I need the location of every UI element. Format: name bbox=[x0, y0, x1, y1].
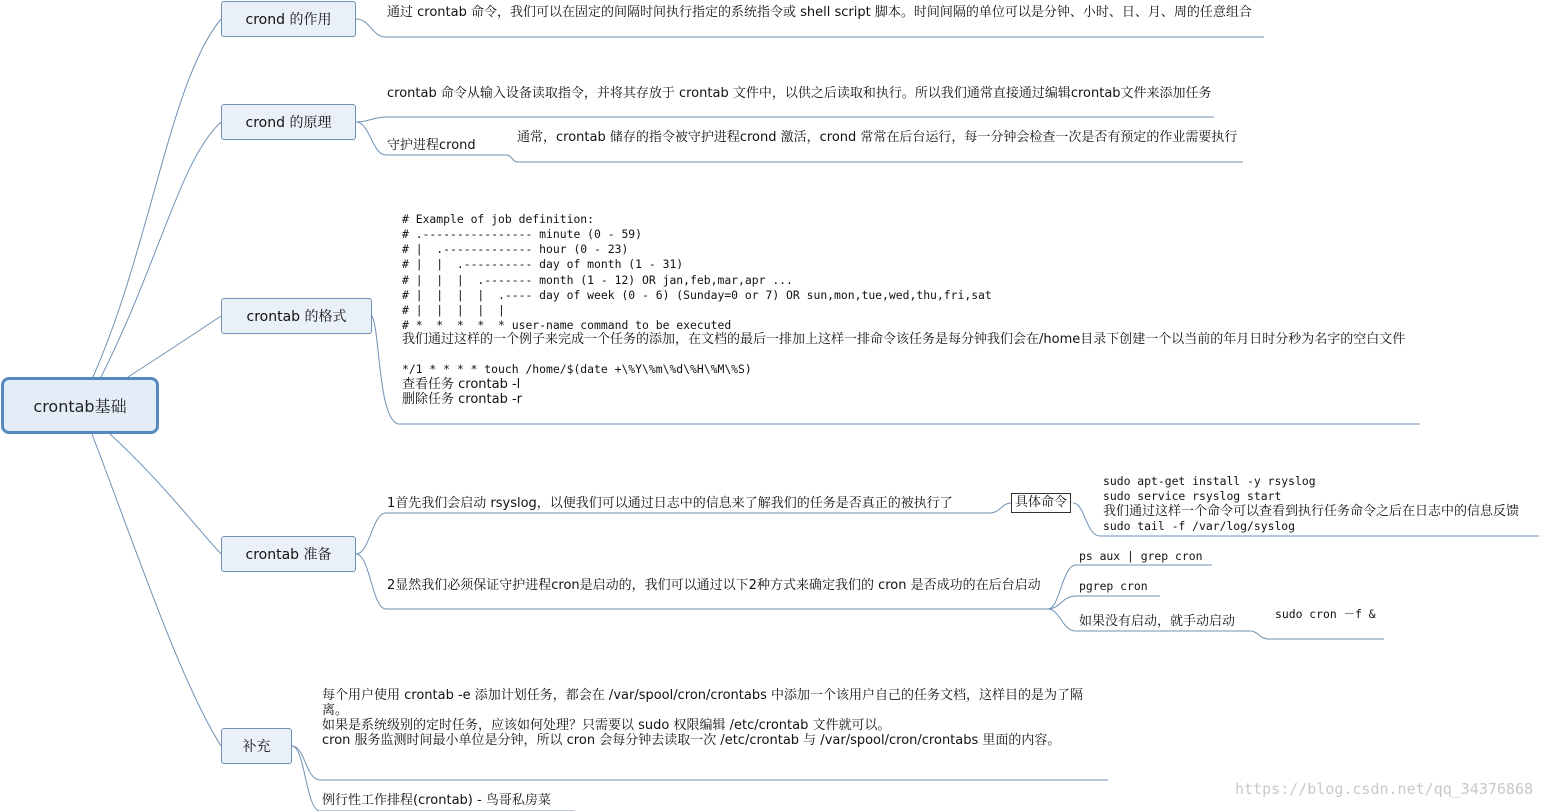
daemon-text: 通常，crontab 储存的指令被守护进程crond 激活，crond 常常在后台运行，每一分钟会检查一次是否有预定的作业需要执行 bbox=[517, 130, 1238, 145]
watermark: https://blog.csdn.net/qq_34376868 bbox=[1234, 780, 1533, 798]
rsyslog-commands bbox=[1103, 474, 1519, 534]
topic-label: crond 的作用 bbox=[245, 12, 332, 28]
topic-label: 补充 bbox=[242, 739, 271, 755]
root-node[interactable] bbox=[1, 377, 159, 434]
crond-purpose-text: 通过 crontab 命令，我们可以在固定的间隔时间执行指定的系统指令或 shell script 脚本。时间间隔的单位可以是分钟、小时、日、月、周的任意组合 bbox=[387, 5, 1252, 20]
supplement-notes bbox=[322, 688, 1102, 748]
daemon-label: 守护进程crond bbox=[387, 138, 476, 153]
step-one-text: 1首先我们会启动 rsyslog，以便我们可以通过日志中的信息来了解我们的任务是否真正的被执行了 bbox=[387, 496, 953, 511]
code-line: # .---------------- minute (0 - 59) bbox=[402, 227, 643, 242]
topic-label: crond 的原理 bbox=[245, 115, 332, 131]
code-line: # * * * * * user-name command to be executed bbox=[402, 318, 732, 333]
root-label: crontab基础 bbox=[33, 397, 127, 416]
topic-crontab-preparation[interactable] bbox=[221, 536, 356, 572]
check-cron-ps: ps aux | grep cron bbox=[1079, 549, 1203, 563]
topic-label: crontab 准备 bbox=[245, 547, 332, 563]
note-item: 每个用户使用 crontab -e 添加计划任务，都会在 /var/spool/cron/crontabs 中添加一个该用户自己的任务文档，这样目的是为了隔离。 bbox=[322, 688, 1084, 718]
check-cron-pgrep: pgrep cron bbox=[1079, 579, 1148, 593]
note-item: 如果是系统级别的定时任务，应该如何处理？只需要以 sudo 权限编辑 /etc/crontab 文件就可以。 bbox=[322, 718, 891, 733]
topic-crond-principle[interactable] bbox=[221, 104, 356, 140]
code-line: # | | | .------- month (1 - 12) OR jan,feb,mar,apr ... bbox=[402, 272, 793, 287]
example-command: */1 * * * * touch /home/$(date +\%Y\%m\%d\%H\%M\%S) bbox=[402, 362, 752, 376]
cron-format-code bbox=[402, 212, 992, 333]
topic-label: crontab 的格式 bbox=[246, 309, 347, 325]
note-item: cron 服务监测时间最小单位是分钟，所以 cron 会每分钟去读取一次 /etc/crontab 与 /var/spool/cron/crontabs 里面的内容。 bbox=[322, 733, 1061, 748]
code-line: # | | .---------- day of month (1 - 31) bbox=[402, 257, 684, 272]
topic-supplement[interactable] bbox=[221, 728, 292, 764]
code-line: # | | | | .---- day of week (0 - 6) (Sunday=0 or 7) OR sun,mon,tue,wed,thu,fri,sat bbox=[402, 287, 992, 302]
topic-crond-purpose[interactable] bbox=[221, 1, 356, 37]
reference-text: 例行性工作排程(crontab) - 鸟哥私房菜 bbox=[322, 793, 551, 808]
start-cron-command: sudo cron －f & bbox=[1275, 607, 1376, 621]
code-line: # | .------------- hour (0 - 23) bbox=[402, 242, 629, 257]
view-tasks-text: 查看任务 crontab -l bbox=[402, 377, 521, 392]
command-line: sudo tail -f /var/log/syslog bbox=[1103, 519, 1296, 534]
crond-principle-text: crontab 命令从输入设备读取指令，并将其存放于 crontab 文件中，以供之后读取和执行。所以我们通常直接通过编辑crontab文件来添加任务 bbox=[387, 86, 1212, 101]
code-line: # Example of job definition: bbox=[402, 212, 595, 226]
command-line: sudo apt-get install -y rsyslog bbox=[1103, 474, 1316, 488]
command-line: 我们通过这样一个命令可以查看到执行任务命令之后在日志中的信息反馈 bbox=[1103, 504, 1520, 520]
delete-tasks-text: 删除任务 crontab -r bbox=[402, 392, 523, 407]
code-line: # | | | | | bbox=[402, 302, 505, 317]
command-line: sudo service rsyslog start bbox=[1103, 489, 1282, 504]
concrete-commands-box[interactable]: 具体命令 bbox=[1011, 493, 1071, 513]
example-description: 我们通过这样的一个例子来完成一个任务的添加，在文档的最后一排加上这样一排命令该任务是每分钟我们会在/home目录下创建一个以当前的年月日时分秒为名字的空白文件 bbox=[402, 332, 1406, 347]
topic-crontab-format[interactable] bbox=[221, 298, 372, 334]
step-two-text: 2显然我们必须保证守护进程cron是启动的，我们可以通过以下2种方式来确定我们的 cron 是否成功的在后台启动 bbox=[387, 578, 1041, 593]
not-started-text: 如果没有启动，就手动启动 bbox=[1079, 614, 1236, 629]
